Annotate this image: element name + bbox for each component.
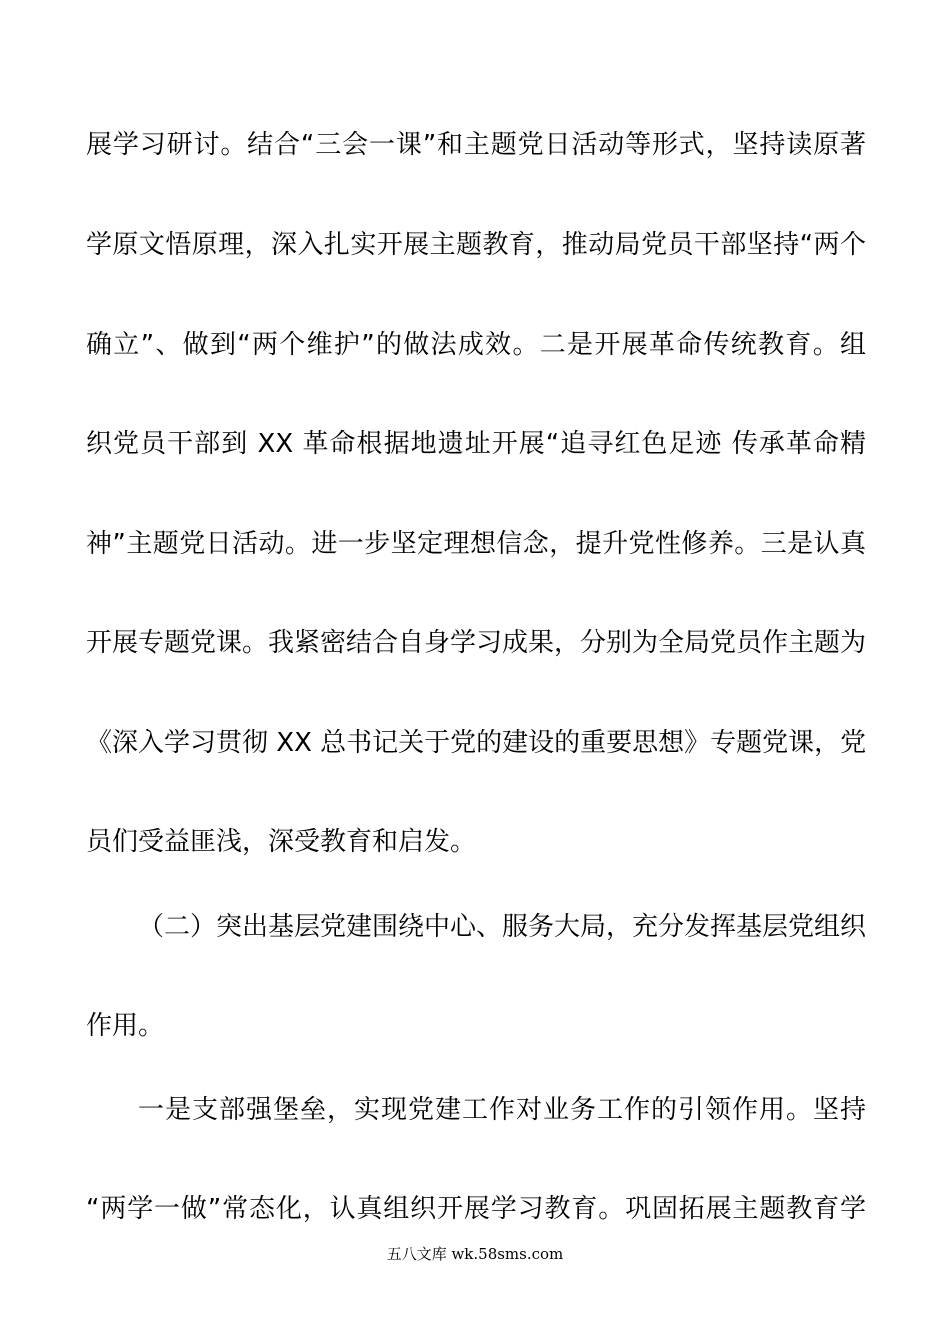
paragraph-line-5: 神”主题党日活动。进一步坚定理想信念，提升党性修养。三是认真 bbox=[86, 529, 866, 559]
paragraph-line-10: “两学一做”常态化，认真组织开展学习教育。巩固拓展主题教育学 bbox=[86, 1194, 866, 1224]
section-heading-line-1: （二）突出基层党建围绕中心、服务大局，充分发挥基层党组织 bbox=[138, 912, 866, 942]
section-heading-line-2: 作用。 bbox=[86, 1011, 165, 1041]
paragraph-line-2: 学原文悟原理，深入扎实开展主题教育，推动局党员干部坚持“两个 bbox=[86, 230, 866, 260]
paragraph-line-9: 一是支部强堡垒，实现党建工作对业务工作的引领作用。坚持 bbox=[138, 1095, 866, 1125]
paragraph-line-4: 织党员干部到 XX 革命根据地遗址开展“追寻红色足迹 传承革命精 bbox=[86, 429, 866, 459]
paragraph-line-8: 员们受益匪浅，深受教育和启发。 bbox=[86, 827, 477, 857]
paragraph-line-1: 展学习研讨。结合“三会一课”和主题党日活动等形式，坚持读原著 bbox=[86, 130, 866, 160]
paragraph-line-7: 《深入学习贯彻 XX 总书记关于党的建设的重要思想》专题党课，党 bbox=[86, 728, 866, 758]
paragraph-line-6: 开展专题党课。我紧密结合自身学习成果，分别为全局党员作主题为 bbox=[86, 628, 866, 658]
paragraph-line-3: 确立”、做到“两个维护”的做法成效。二是开展革命传统教育。组 bbox=[86, 330, 866, 360]
footer-watermark: 五八文库 wk.58sms.com bbox=[386, 1245, 564, 1263]
